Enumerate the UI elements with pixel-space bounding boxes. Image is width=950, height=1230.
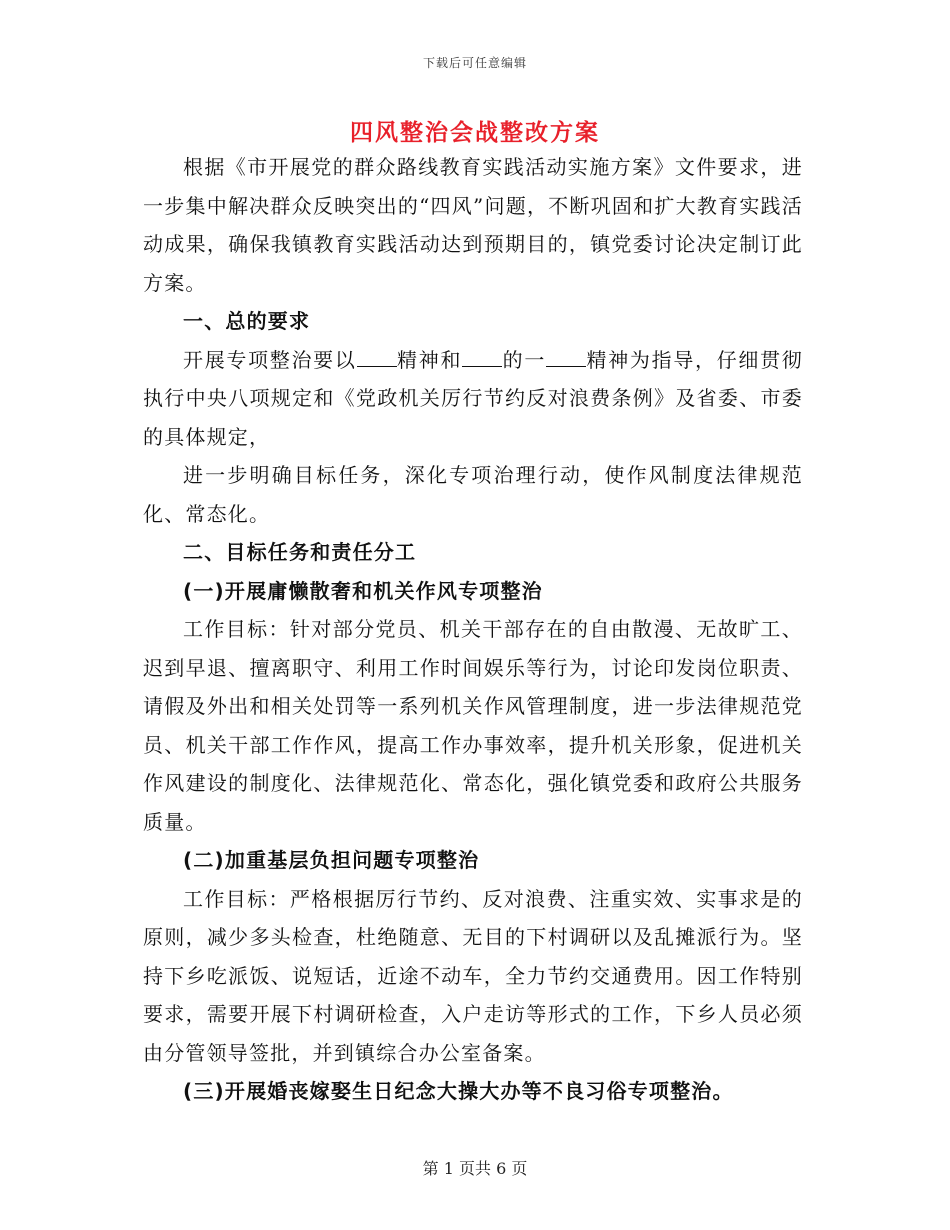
page-number: 第 1 页共 6 页 [422, 1159, 528, 1178]
header-note: 下载后可任意编辑 [422, 56, 527, 70]
objective-paragraph: 进一步明确目标任务，深化专项治理行动，使作风制度法律规范化、常态化。 [143, 463, 803, 526]
intro-paragraph: 根据《市开展党的群众路线教育实践活动实施方案》文件要求，进一步集中解决群众反映突出的“四风”问题，不断巩固和扩大教育实践活动成果，确保我镇教育实践活动达到预期目的，镇党委讨论决定制订此方案。 [143, 155, 803, 295]
requirements-paragraph [143, 341, 803, 457]
fill-in-blank [462, 348, 502, 367]
section-heading-tasks: 二、目标任务和责任分工 [183, 540, 417, 564]
document-body [143, 148, 803, 1111]
requirements-text-part-2: 精神和 [396, 347, 463, 372]
work-goal-paragraph-2: 工作目标：严格根据厉行节约、反对浪费、注重实效、实事求是的原则，减少多头检查，杜绝随意、无目的下村调研以及乱摊派行为。坚持下乡吃派饭、说短话，近途不动车，全力节约交通费用。因工作特别要求，需要开展下村调研检查，入户走访等形式的工作，下乡人员必须由分管领导签批，并到镇综合办公室备案。 [143, 886, 803, 1065]
requirements-text-part-3: 的一 [502, 347, 547, 372]
subsection-heading-2: (二)加重基层负担问题专项整治 [183, 848, 480, 872]
section-heading-general-requirements: 一、总的要求 [183, 309, 311, 333]
fill-in-blank [546, 348, 586, 367]
requirements-text-part-4: 精神为指导，仔细贯彻执行中央八项规定和《党政机关厉行节约反对浪费条例》及省委、市委的具体规定， [143, 347, 803, 449]
fill-in-blank [357, 348, 397, 367]
requirements-text-part-1: 开展专项整治要以 [183, 347, 357, 372]
subsection-heading-3: (三)开展婚丧嫁娶生日纪念大操大办等不良习俗专项整治。 [183, 1079, 734, 1103]
subsection-heading-1: (一)开展庸懒散奢和机关作风专项整治 [183, 578, 543, 603]
work-goal-paragraph-1: 工作目标：针对部分党员、机关干部存在的自由散漫、无故旷工、迟到早退、擅离职守、利用工作时间娱乐等行为，讨论印发岗位职责、请假及外出和相关处罚等一系列机关作风管理制度，进一步法律规范党员、机关干部工作作风，提高工作办事效率，提升机关形象，促进机关作风建设的制度化、法律规范化、常态化，强化镇党委和政府公共服务质量。 [143, 617, 803, 834]
document-title: 四风整治会战整改方案 [350, 119, 600, 146]
